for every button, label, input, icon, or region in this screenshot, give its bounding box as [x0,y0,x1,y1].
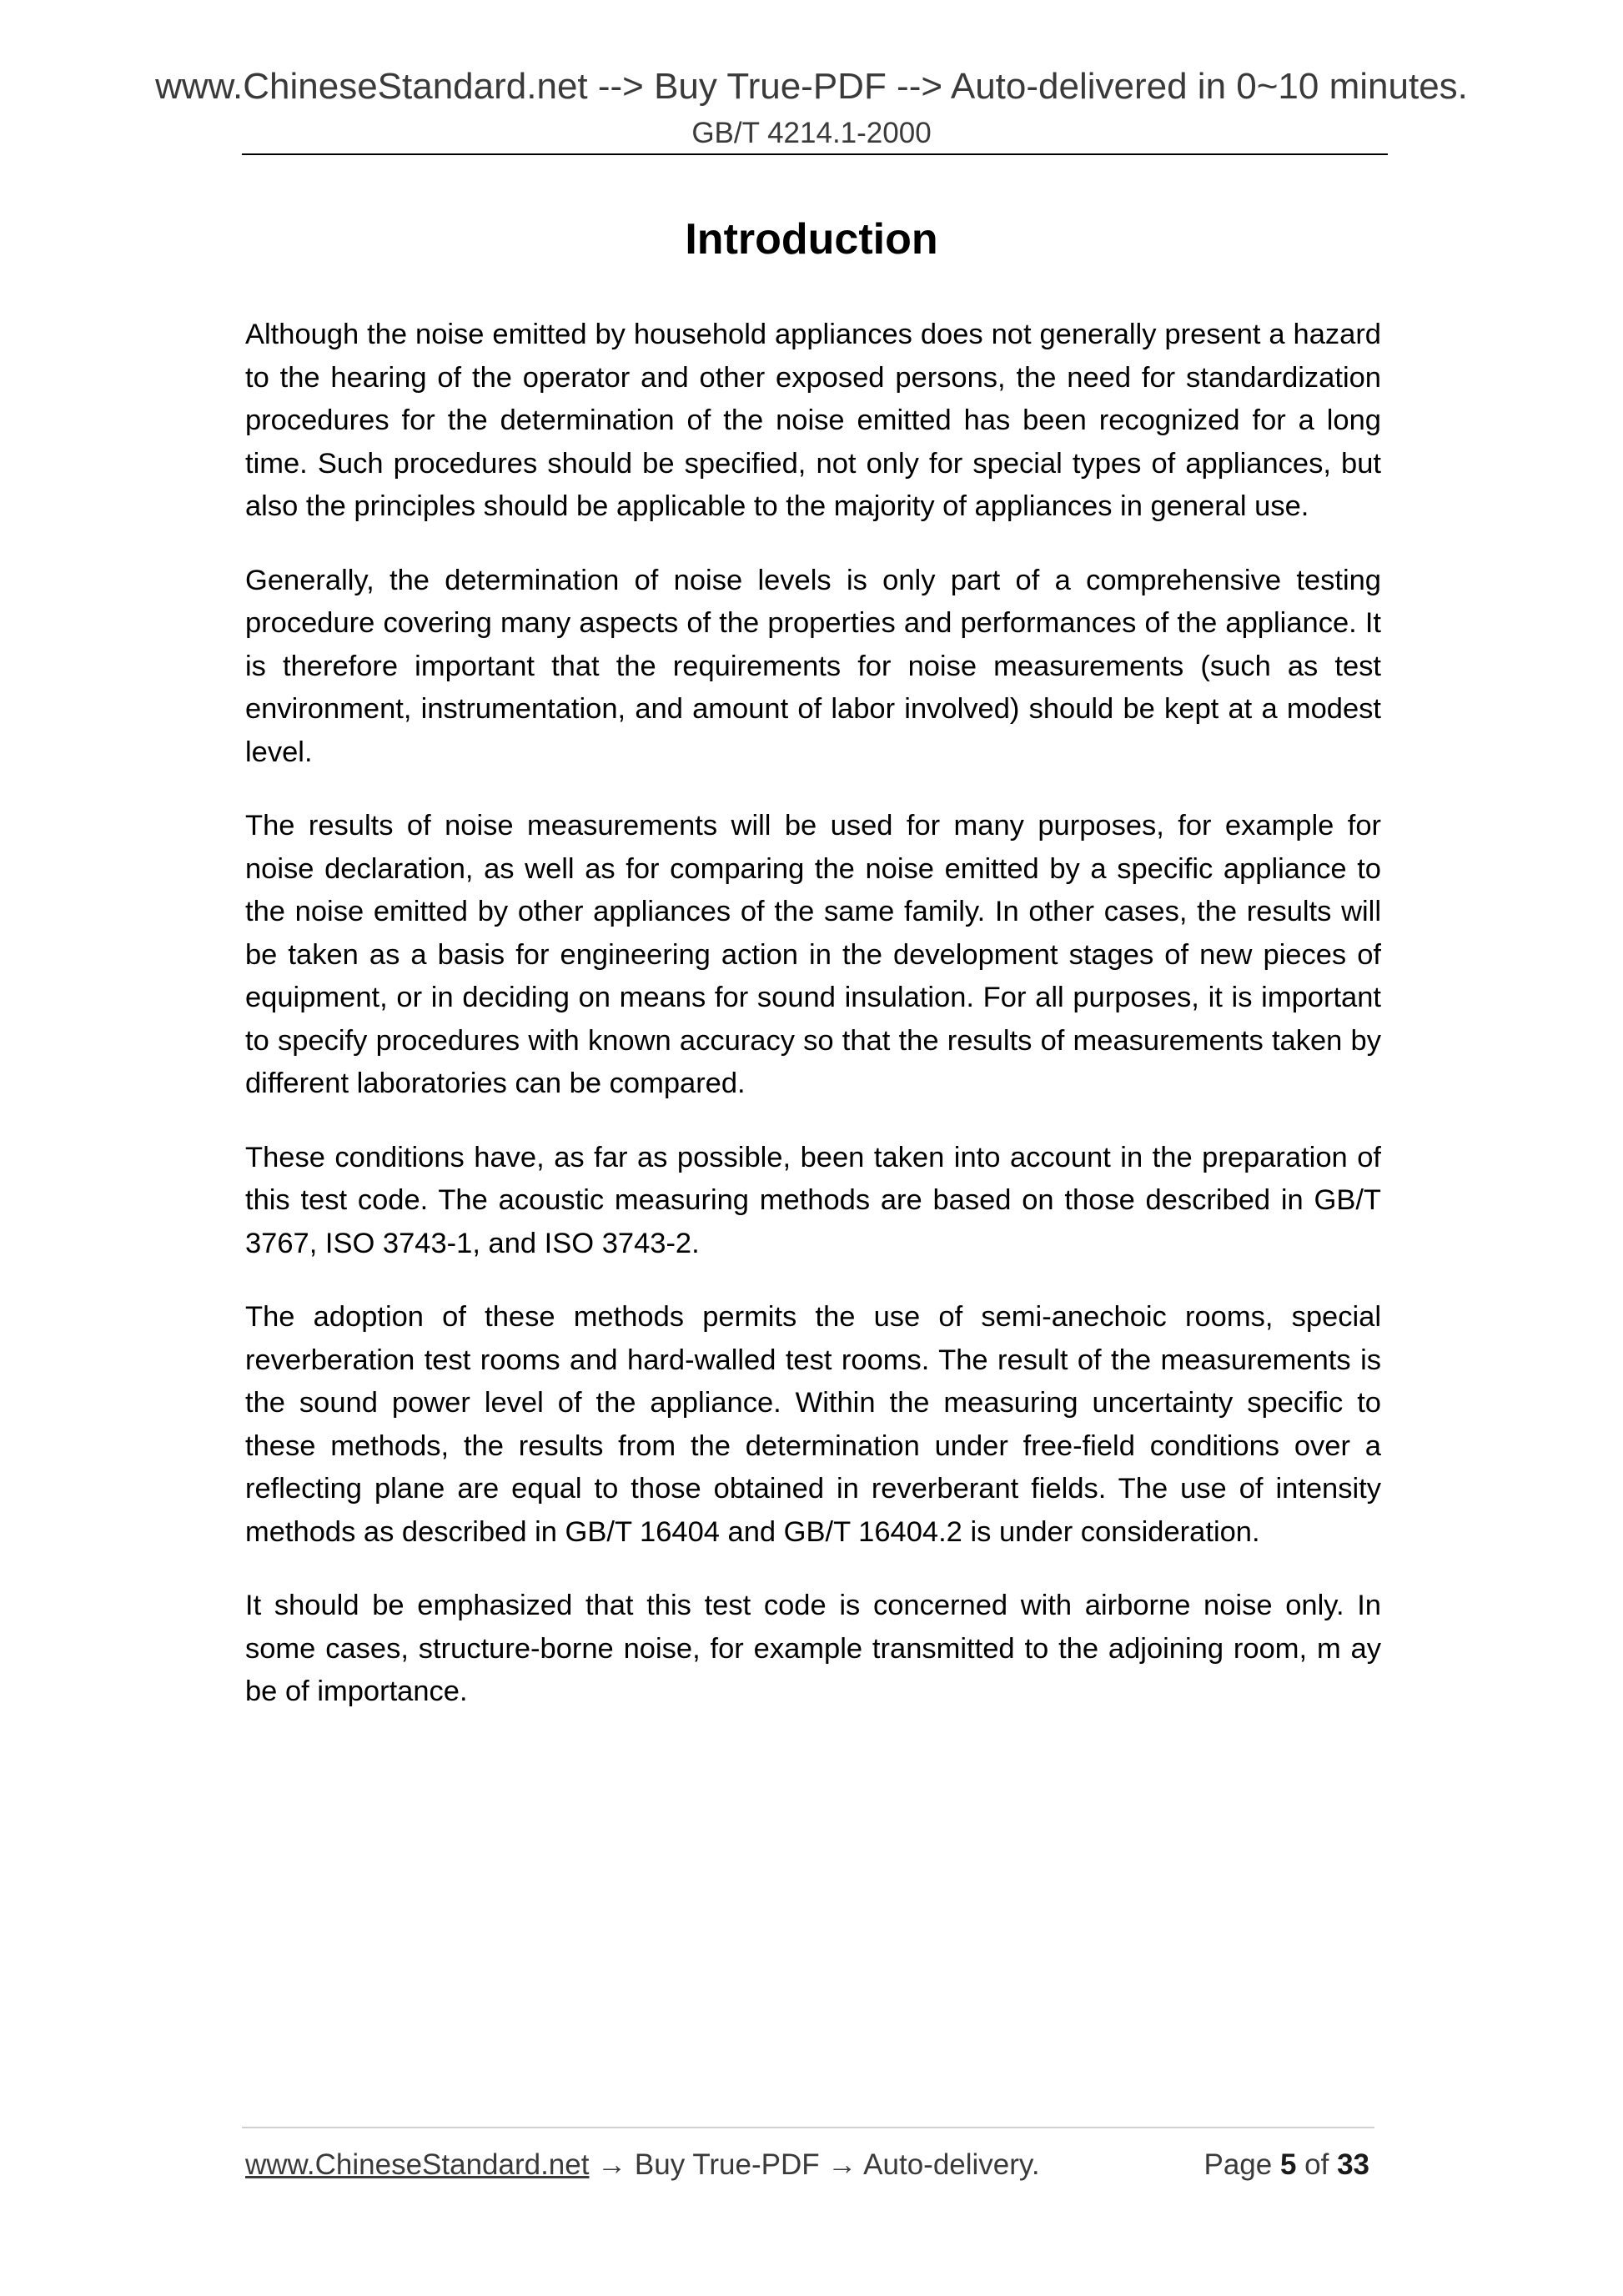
standard-code: GB/T 4214.1-2000 [691,117,932,149]
page-number [1203,2146,1369,2184]
header-divider [242,153,1388,155]
footer-site-link[interactable]: www.ChineseStandard.net [245,2148,590,2181]
page-current: 5 [1279,2148,1297,2181]
paragraph-5: The adoption of these methods permits the use of semi-anechoic rooms, special reverberation test rooms and hard-walled test rooms. The result of the measurements is the sound power level of the appliance. Within the measuring uncertainty specific to these methods, the results from the determination under free-field conditions over a reflecting plane are equal to those obtained in reverberant fields. The use of intensity methods as described in GB/T 16404 and GB/T 16404.2 is under consideration. [245,1301,1381,1548]
footer-delivery-text: → Buy True-PDF → Auto-delivery. [589,2148,1040,2181]
paragraph-4: These conditions have, as far as possible, been taken into account in the preparation of this test code. The acoustic measuring methods are based on those described in GB/T 3767, ISO 3743-1, and ISO 3743-2. [245,1141,1381,1259]
page-of: of [1296,2148,1338,2181]
document-body [245,314,1381,1745]
paragraph-2: Generally, the determination of noise levels is only part of a comprehensive testing procedure covering many aspects of the properties and performances of the appliance. It is therefore important that the requirements for noise measurements (such as test environment, instrumentation, and amount of labor involved) should be kept at a modest level. [245,564,1381,768]
footer-divider [242,2127,1374,2128]
page-label: Page [1203,2148,1280,2181]
footer-promo [245,2146,1040,2184]
paragraph-6: It should be emphasized that this test code is concerned with airborne noise only. In some cases, structure-borne noise, for example transmitted to the adjoining room, m ay be of importance. [245,1590,1381,1707]
page-title: Introduction [685,215,938,264]
header-banner: www.ChineseStandard.net --> Buy True-PDF --> Auto-delivered in 0~10 minutes. [155,66,1468,107]
page-total: 33 [1337,2148,1369,2181]
paragraph-3: The results of noise measurements will be used for many purposes, for example for noise declaration, as well as for comparing the noise emitted by a specific appliance to the noise emitted by other appliances of the same family. In other cases, the results will be taken as a basis for engineering action in the development stages of new pieces of equipment, or in deciding on means for sound insulation. For all purposes, it is important to specify procedures with known accuracy so that the results of measurements taken by different laboratories can be compared. [245,810,1381,1099]
paragraph-1: Although the noise emitted by household appliances does not generally present a hazard to the hearing of the operator and other exposed persons, the need for standardization procedures for the determination of the noise emitted has been recognized for a long time. Such procedures should be specified, not only for special types of appliances, but also the principles should be applicable to the majority of appliances in general use. [245,319,1381,522]
